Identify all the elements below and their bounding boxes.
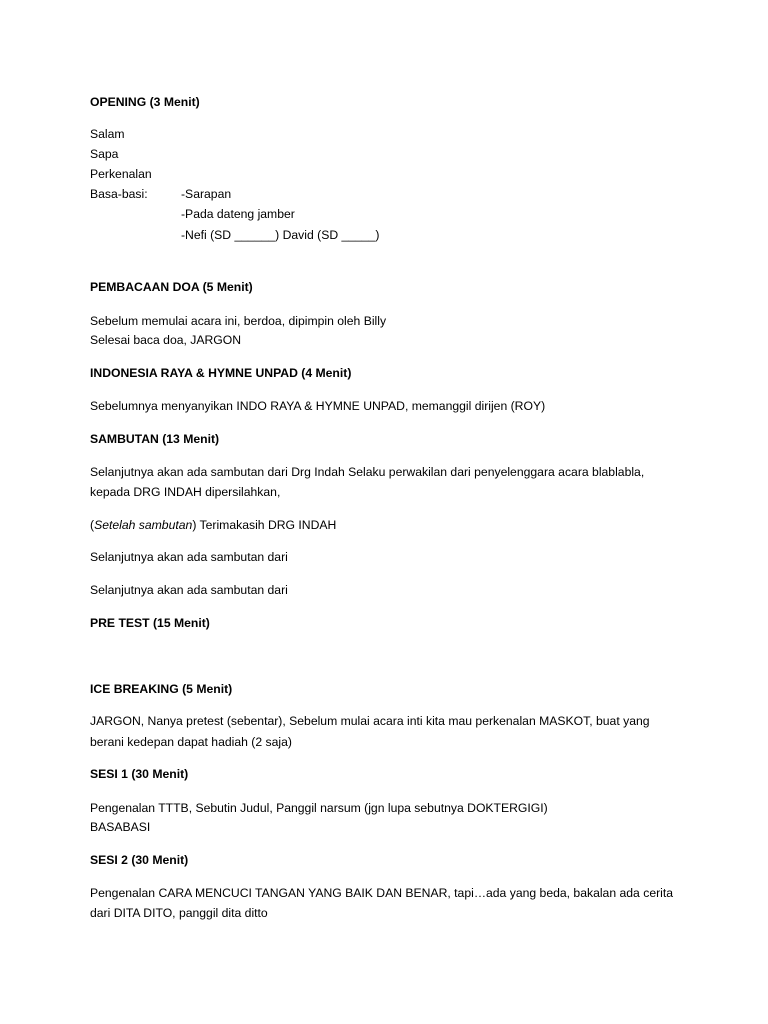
indonesia-raya-line: Sebelumnya menyanyikan INDO RAYA & HYMNE UNPAD, memanggil dirijen (ROY) (90, 399, 546, 413)
section-heading-sambutan: SAMBUTAN (13 Menit) (90, 432, 220, 446)
sesi-2-line-2: dari DITA DITO, panggil dita ditto (90, 906, 268, 920)
basabasi-item-sarapan: -Sarapan (181, 187, 232, 201)
sesi-1-line-1: Pengenalan TTTB, Sebutin Judul, Panggil narsum (jgn lupa sebutnya DOKTERGIGI) (90, 801, 548, 815)
section-heading-doa: PEMBACAAN DOA (5 Menit) (90, 280, 253, 294)
opening-item-salam: Salam (90, 127, 125, 141)
after-rest-text: ) Terimakasih DRG INDAH (192, 518, 337, 532)
sambutan-para-line-2: kepada DRG INDAH dipersilahkan, (90, 485, 281, 499)
section-heading-pretest: PRE TEST (15 Menit) (90, 616, 210, 630)
ice-breaking-line-2: berani kedepan dapat hadiah (2 saja) (90, 735, 292, 749)
ice-breaking-line-1: JARGON, Nanya pretest (sebentar), Sebelum mulai acara inti kita mau perkenalan MASKOT, buat yang (90, 714, 650, 728)
sesi-1-line-2: BASABASI (90, 820, 151, 834)
after-italic-text: Setelah sambutan (94, 518, 193, 532)
sesi-2-line-1: Pengenalan CARA MENCUCI TANGAN YANG BAIK DAN BENAR, tapi…ada yang beda, bakalan ada cerita (90, 886, 674, 900)
sambutan-line-3: Selanjutnya akan ada sambutan dari (90, 550, 288, 564)
opening-item-perkenalan: Perkenalan (90, 167, 152, 181)
opening-basabasi-label: Basa-basi: (90, 187, 148, 201)
doa-line-1: Sebelum memulai acara ini, berdoa, dipimpin oleh Billy (90, 314, 387, 328)
opening-item-sapa: Sapa (90, 147, 119, 161)
doa-line-2: Selesai baca doa, JARGON (90, 333, 242, 347)
section-heading-opening: OPENING (3 Menit) (90, 95, 200, 109)
sambutan-para-line-1: Selanjutnya akan ada sambutan dari Drg Indah Selaku perwakilan dari penyelenggara acara blablabla, (90, 465, 645, 479)
section-heading-indonesia-raya: INDONESIA RAYA & HYMNE UNPAD (4 Menit) (90, 366, 352, 380)
basabasi-item-jamber: -Pada dateng jamber (181, 207, 295, 221)
section-heading-ice-breaking: ICE BREAKING (5 Menit) (90, 682, 233, 696)
after-open-paren: ( (90, 518, 95, 532)
section-heading-sesi-1: SESI 1 (30 Menit) (90, 767, 189, 781)
sambutan-line-4: Selanjutnya akan ada sambutan dari (90, 583, 288, 597)
basabasi-item-nefi-david: -Nefi (SD ______) David (SD _____) (181, 228, 380, 242)
sambutan-after-line (90, 517, 336, 533)
section-heading-sesi-2: SESI 2 (30 Menit) (90, 853, 189, 867)
